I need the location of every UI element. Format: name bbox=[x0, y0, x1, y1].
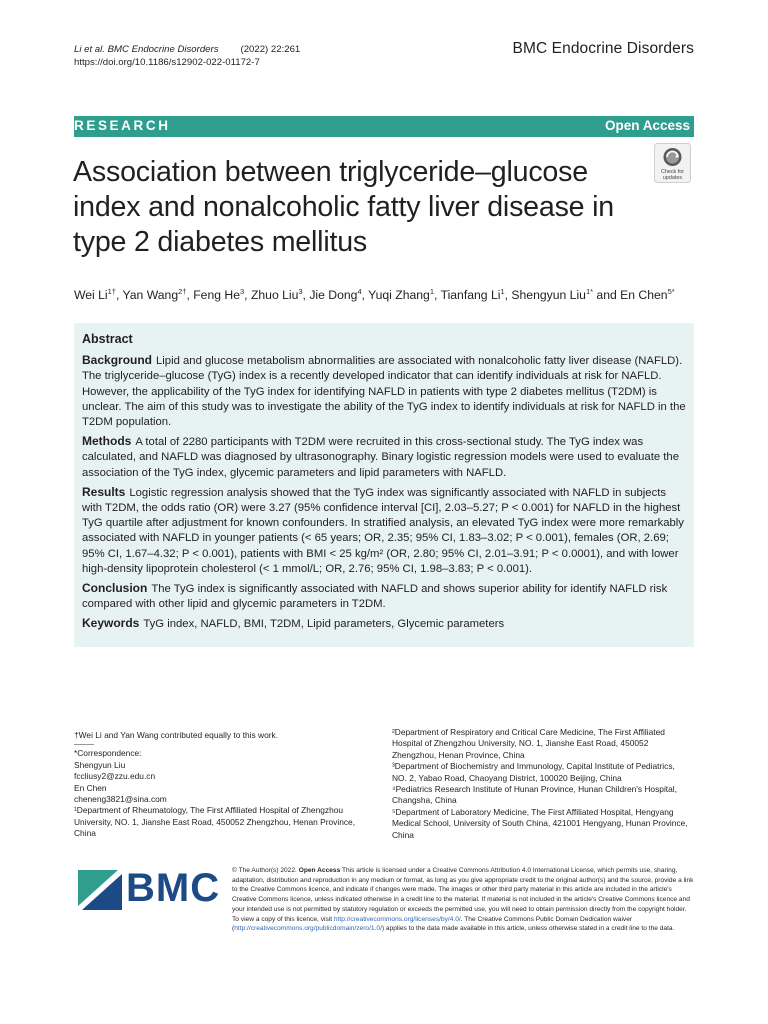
abstract-methods bbox=[82, 434, 686, 481]
svg-text:Check for: Check for bbox=[660, 169, 685, 175]
equal-contribution-note: †Wei Li and Yan Wang contributed equally to this work. bbox=[74, 730, 279, 740]
author-name: Zhuo Liu$^3$ bbox=[250, 287, 303, 303]
section-text: The TyG index is significantly associated with NAFLD and shows superior ability for identify NAFLD risk compared with other lipid and glycemic parameters in T2DM. bbox=[82, 583, 668, 611]
affiliation-1: ¹Department of Rheumatology, The First Affiliated Hospital of Zhengzhou University, NO. 1, Jianshe East Road, 450052 Zhengzhou, Henan Province, China bbox=[74, 805, 356, 839]
author-name: Yan Wang$^{2\dagger}$ bbox=[122, 287, 187, 303]
license-link[interactable]: http://creativecommons.org/licenses/by/4.0/ bbox=[333, 915, 461, 923]
section-text: TyG index, NAFLD, BMI, T2DM, Lipid parameters, Glycemic parameters bbox=[143, 618, 505, 631]
doi-link[interactable]: https://doi.org/10.1186/s12902-022-01172-7 bbox=[74, 57, 260, 68]
public-domain-link[interactable]: http://creativecommons.org/publicdomain/zero/1.0/ bbox=[234, 925, 382, 933]
citation-volume: (2022) 22:261 bbox=[240, 44, 301, 55]
footnotes-right bbox=[392, 727, 692, 841]
section-text: Logistic regression analysis showed that the TyG index was significantly associated with NAFLD in subjects with T2DM, the odds ratio (OR) were 3.27 (95% confidence interval [CI], 2.03–5.27; P < 0.001) for NAFLD in the highest TyG quartile after adjustment for known confounders. In stratified analysis, an elevated TyG index were more remarkably associated with NAFLD in younger patients (< 65 years; OR, 2.35; 95% CI, 1.83–3.02; P < 0.001), females (OR, 2.69; 95% CI, 1.67–4.32; P < 0.001), patients with BMI < 25 kg/m² (OR, 2.80; 95% CI, 2.01–3.91; P < 0.0001), and with lower high-density lipoprotein cholesterol (< 1 mmol/L; OR, 2.76; 95% CI, 1.98–3.83; P < 0.001). bbox=[82, 486, 684, 575]
license-text: This article is licensed under a Creative Commons Attribution 4.0 International License, which permits use, sharing, adaptation, distribution and reproduction in any medium or format, as long as you give appropriate credit to the original author(s) and the source, provide a link to the Creative Commons licence, and indicate if changes were made. The images or other third party material in this article are included in the article's Creative Commons licence, unless indicated otherwise in a credit line to the material. If material is not included in the article's Creative Commons licence and your intended use is not permitted by statutory regulation or exceeds the permitted use, you will need to obtain permission directly from the copyright holder. To view a copy of this licence, visit bbox=[232, 867, 694, 923]
abstract-results bbox=[82, 485, 686, 577]
author-list: Wei $Li^{1\dagger}$, Yan Wang$^{2\dagger}$, Feng He$^3$, Zhuo Liu$^3$, Jie Dong$^4$, Yuqi Zhang$^1$, Tianfang Li$^1$, Shengyun Liu$^{1*}$ and En Chen$^{5*}$ bbox=[74, 287, 675, 303]
citation-authors-journal: Li et al. BMC Endocrine Disorders bbox=[74, 44, 219, 55]
section-head: Conclusion bbox=[82, 581, 148, 596]
author-affiliation-marker: 3 bbox=[239, 287, 245, 296]
article-title: Association between triglyceride–glucose index and nonalcoholic fatty liver disease in type 2 diabetes mellitus bbox=[73, 156, 614, 258]
correspondent-email[interactable]: fccliusy2@zzu.edu.cn bbox=[74, 771, 156, 782]
author-name: Wei $Li^{1\dagger}$ bbox=[74, 287, 116, 303]
author-affiliation-marker: 1 bbox=[500, 287, 505, 296]
author-name: Jie Dong$^4$ bbox=[309, 287, 362, 303]
license-text: ) applies to the data made available in this article, unless otherwise stated in a credit line to the data. bbox=[381, 925, 675, 933]
license-statement bbox=[232, 866, 694, 934]
correspondent-name: En Chen bbox=[74, 782, 107, 793]
author-affiliation-marker: 3 bbox=[298, 287, 303, 296]
check-for-updates-badge[interactable] bbox=[654, 143, 691, 183]
footnotes-left bbox=[74, 730, 374, 840]
author-affiliation-marker: 4 bbox=[357, 287, 362, 296]
section-head: Keywords bbox=[82, 616, 140, 631]
check-for-updates-icon bbox=[654, 143, 691, 183]
abstract-keywords bbox=[82, 616, 686, 632]
author-name: Feng He$^3$ bbox=[193, 287, 245, 303]
author-affiliation-marker: 5* bbox=[667, 287, 675, 296]
bmc-logo-text: BMC bbox=[126, 866, 221, 910]
section-head: Methods bbox=[82, 434, 132, 449]
section-head: Results bbox=[82, 484, 126, 499]
copyright: © The Author(s) 2022. bbox=[232, 867, 297, 874]
section-text: Lipid and glucose metabolism abnormalities are associated with nonalcoholic fatty liver disease (NAFLD). The triglyceride–glucose (TyG) index is a recently developed indicator that can identify individuals at risk for NAFLD. However, the applicability of the TyG index for identifying NAFLD in patients with type 2 diabetes mellitus (T2DM) is unclear. The aim of this study was to investigate the ability of the TyG index to identify individuals at risk for NAFLD in the T2DM population. bbox=[82, 355, 686, 429]
bmc-logo bbox=[78, 866, 221, 910]
author-affiliation-marker: 2† bbox=[178, 287, 187, 296]
footnote-divider bbox=[74, 744, 94, 745]
author-affiliation-marker: 1 bbox=[429, 287, 435, 296]
author-name: Tianfang Li$^1$ bbox=[440, 287, 505, 303]
affiliation-3: ³Department of Biochemistry and Immunology, Capital Institute of Pediatrics, NO. 2, Yabao Road, Chaoyang District, 100020 Beijing, China bbox=[392, 761, 675, 783]
section-head: Background bbox=[82, 353, 153, 368]
abstract-box bbox=[74, 323, 694, 647]
journal-name: BMC Endocrine Disorders bbox=[512, 40, 694, 57]
section-text: A total of 2280 participants with T2DM were recruited in this cross-sectional study. The TyG index was calculated, and NAFLD was diagnosed by ultrasonography. Binary logistic regression models were used to evaluate the association of the TyG index, glycemic parameters and lipid parameters with NAFLD. bbox=[82, 436, 679, 479]
author-name: Yuqi Zhang$^1$ bbox=[368, 287, 435, 303]
affiliation-5: ⁵Department of Laboratory Medicine, The First Affiliated Hospital, Hengyang Medical School, University of South China, 421001 Hengyang, Hunan Province, China bbox=[392, 806, 688, 840]
correspondent-name: Shengyun Liu bbox=[74, 759, 126, 770]
correspondence-label: *Correspondence: bbox=[74, 748, 142, 759]
open-access-label: Open Access bbox=[298, 867, 341, 874]
article-type-banner bbox=[74, 116, 694, 137]
abstract-conclusion bbox=[82, 581, 686, 612]
article-type-label: RESEARCH bbox=[74, 118, 171, 133]
abstract-heading: Abstract bbox=[82, 332, 133, 346]
affiliation-2: ²Department of Respiratory and Critical Care Medicine, The First Affiliated Hospital of Zhengzhou University, NO. 1, Jianshe East Road, 450052 Zhengzhou, Henan Province, China bbox=[392, 727, 665, 760]
author-affiliation-marker: 1* bbox=[585, 287, 594, 296]
abstract-background bbox=[82, 353, 686, 430]
correspondent-email[interactable]: cheneng3821@sina.com bbox=[74, 794, 167, 805]
citation-line bbox=[74, 43, 300, 56]
open-access-label: Open Access bbox=[604, 118, 690, 133]
bmc-mark-icon bbox=[78, 866, 122, 910]
author-name: En Chen$^{5*}$ bbox=[620, 287, 675, 303]
license-text: . The Creative Commons Public Domain Dedication waiver ( bbox=[232, 915, 633, 933]
affiliation-4: ⁴Pediatrics Research Institute of Hunan Province, Hunan Children's Hospital, Changsha, China bbox=[392, 784, 677, 806]
svg-text:updates: updates bbox=[662, 175, 683, 181]
author-name: Shengyun Liu$^{1*}$ bbox=[511, 287, 594, 303]
running-header-citation bbox=[74, 43, 300, 69]
author-affiliation-marker: 1† bbox=[107, 287, 116, 296]
